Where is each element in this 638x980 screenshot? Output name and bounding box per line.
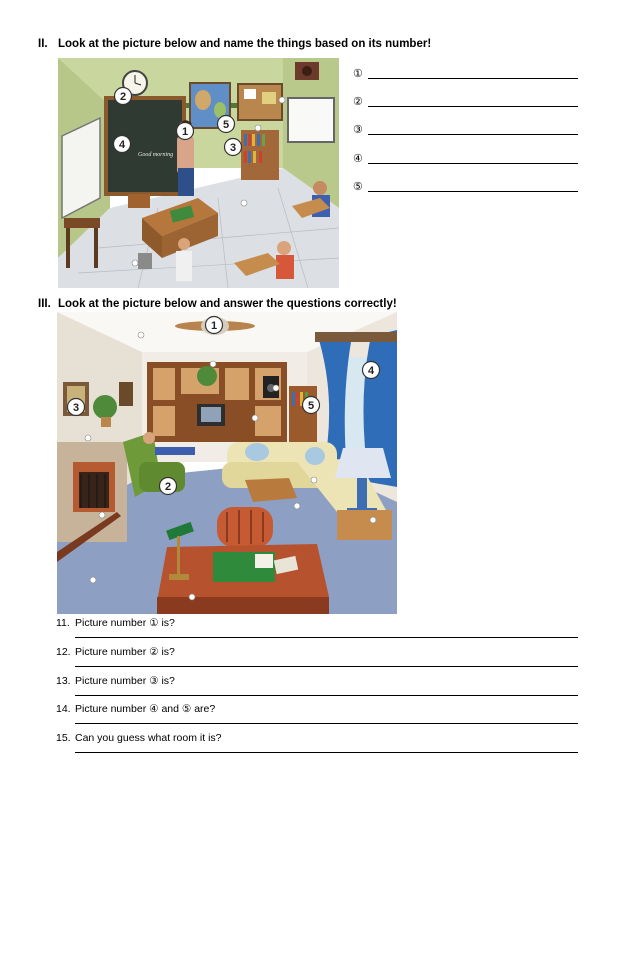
marker-5: 5	[222, 119, 230, 131]
answer-blank-2[interactable]	[353, 95, 578, 109]
answer-line-11[interactable]	[75, 637, 578, 638]
living-room-picture	[57, 312, 397, 614]
blank-label-4: ④	[353, 153, 363, 165]
answer-blank-4[interactable]	[353, 152, 578, 166]
living-marker-5: 5	[307, 400, 315, 412]
answer-line-13[interactable]	[75, 695, 578, 696]
question-14-number: 14.	[56, 703, 71, 715]
section-2-number: II.	[38, 38, 48, 50]
answer-line-12[interactable]	[75, 666, 578, 667]
blank-label-1: ①	[353, 68, 363, 80]
question-15-text: Can you guess what room it is?	[75, 732, 222, 744]
living-marker-1: 1	[210, 320, 218, 332]
question-14-text: Picture number ④ and ⑤ are?	[75, 703, 216, 715]
question-12-number: 12.	[56, 646, 71, 658]
marker-2: 2	[119, 91, 127, 103]
answer-blank-3[interactable]	[353, 123, 578, 137]
section-3-heading	[38, 298, 397, 310]
chalkboard-text: Good morning	[138, 152, 174, 158]
living-marker-3: 3	[72, 402, 80, 414]
question-11-text: Picture number ① is?	[75, 617, 175, 629]
question-11-number: 11.	[56, 617, 70, 629]
marker-3: 3	[229, 142, 237, 154]
blank-label-5: ⑤	[353, 181, 363, 193]
classroom-picture	[58, 58, 339, 288]
question-15-number: 15.	[56, 732, 71, 744]
section-3-instruction: Look at the picture below and answer the questions correctly!	[58, 298, 397, 310]
question-12-text: Picture number ② is?	[75, 646, 175, 658]
section-2-heading	[38, 38, 431, 50]
answer-blank-5[interactable]	[353, 180, 578, 194]
marker-1: 1	[181, 126, 189, 138]
question-13-number: 13.	[56, 675, 71, 687]
answer-line-14[interactable]	[75, 723, 578, 724]
marker-4: 4	[118, 139, 126, 151]
blank-label-2: ②	[353, 96, 363, 108]
section-2-instruction: Look at the picture below and name the things based on its number!	[58, 38, 432, 50]
section-3-number: III.	[38, 298, 51, 310]
answer-blank-1[interactable]	[353, 67, 578, 81]
answer-line-15[interactable]	[75, 752, 578, 753]
question-13-text: Picture number ③ is?	[75, 675, 175, 687]
blank-label-3: ③	[353, 124, 363, 136]
living-marker-2: 2	[164, 481, 172, 493]
living-marker-4: 4	[367, 365, 375, 377]
